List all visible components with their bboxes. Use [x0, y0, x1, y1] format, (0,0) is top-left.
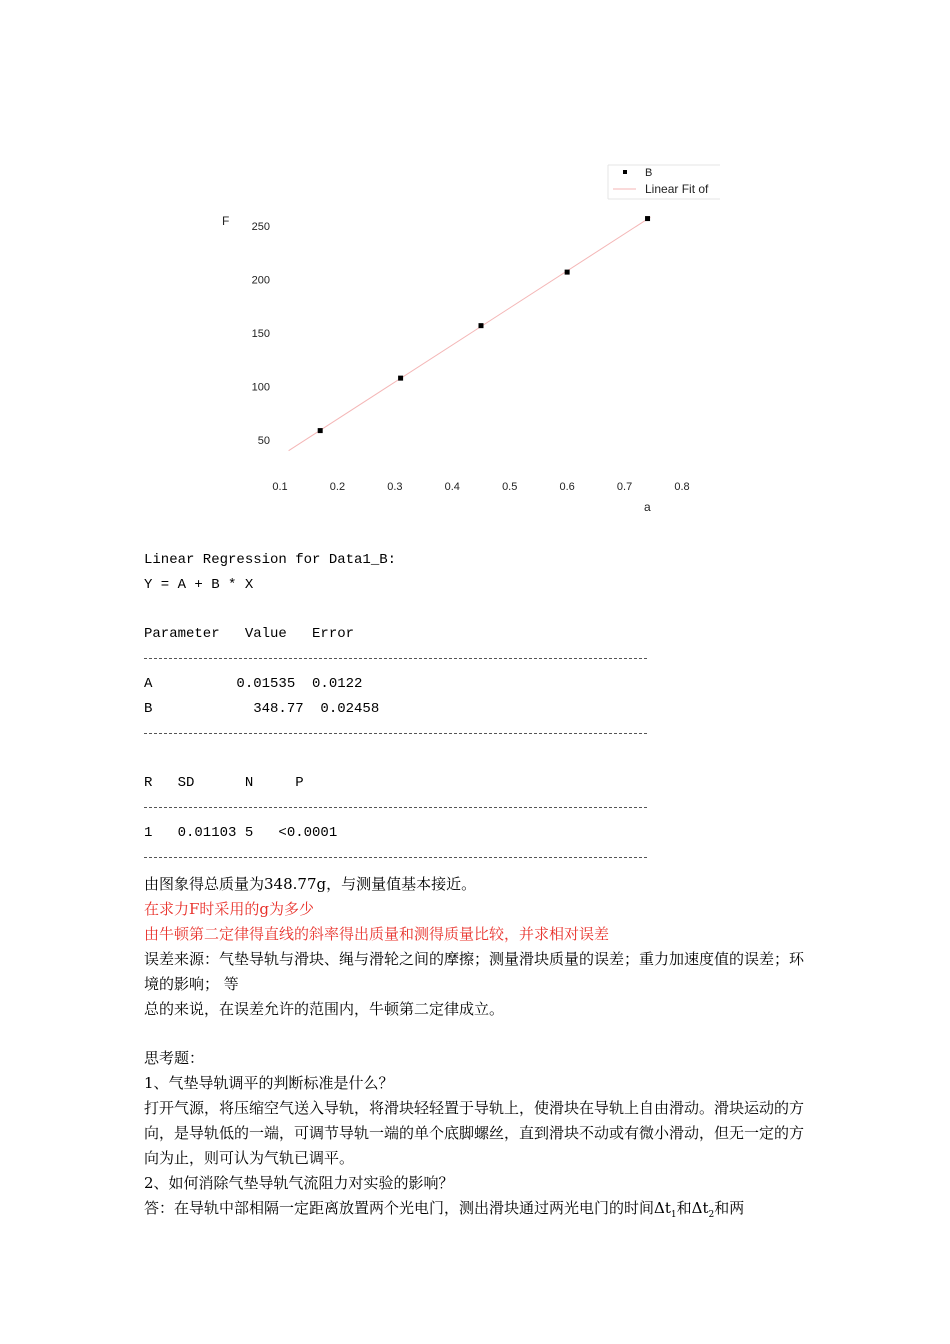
legend-label-fit: Linear Fit of	[645, 182, 709, 196]
answer-1: 打开气源，将压缩空气送入导轨，将滑块轻轻置于导轨上，使滑块在导轨上自由滑动。滑块运动的方向，是导轨低的一端，可调节导轨一端的单个底脚螺丝，直到滑块不动或有微小滑动，但无一定的方向为止，则可认为气轨已调平。	[144, 1099, 805, 1167]
questions-title: 思考题：	[144, 1049, 205, 1067]
y-tick-label: 50	[257, 435, 270, 448]
data-point	[479, 323, 484, 328]
x-tick-label: 0.1	[272, 481, 288, 493]
answer-2-text: 答：在导轨中部相隔一定距离放置两个光电门，测出滑块通过两光电门的时间	[144, 1199, 655, 1217]
stats-header: R SD N P	[144, 775, 304, 791]
scatter-chart	[200, 155, 740, 525]
y-tick-label: 250	[251, 221, 270, 234]
x-tick-label: 0.8	[674, 481, 690, 493]
data-point	[645, 216, 650, 221]
y-tick-label: 100	[251, 381, 270, 394]
x-tick-label: 0.3	[387, 481, 403, 493]
x-tick-label: 0.4	[444, 481, 460, 493]
legend-marker-b	[623, 170, 627, 174]
x-axis-label: a	[644, 500, 651, 514]
error-source-text: 误差来源：气垫导轨与滑块、绳与滑轮之间的摩擦；测量滑块质量的误差；重力加速度值的误差；环境的影响； 等	[144, 950, 805, 993]
y-tick-label: 150	[251, 328, 270, 341]
parameter-header: Parameter Value Error	[144, 626, 355, 642]
question-2: 2、如何消除气垫导轨气流阻力对实验的影响？	[144, 1174, 454, 1192]
delta-t-2: $\Delta t_2$	[691, 1199, 715, 1220]
divider	[144, 658, 647, 659]
divider	[144, 807, 647, 808]
x-tick-label: 0.6	[559, 481, 575, 493]
conclusion-text: 由图象得总质量为348.77g，与测量值基本接近。	[144, 875, 477, 893]
regression-title: Linear Regression for Data1_B:	[144, 552, 397, 568]
x-tick-label: 0.5	[502, 481, 518, 493]
delta-t-1: $\Delta t_1$	[654, 1199, 677, 1220]
y-axis-ticks	[252, 221, 270, 447]
x-axis-ticks	[272, 481, 689, 493]
data-point	[398, 376, 403, 381]
parameter-row-a: A 0.01535 0.0122	[144, 676, 363, 692]
y-tick-label: 200	[251, 274, 270, 287]
data-point	[565, 270, 570, 275]
linear-fit-line	[289, 217, 651, 450]
stats-row: 1 0.01103 5 <0.0001	[144, 825, 338, 841]
y-axis-label: F	[222, 214, 230, 228]
parameter-row-b: B 348.77 0.02458	[144, 701, 380, 717]
divider	[144, 733, 647, 734]
legend	[608, 165, 720, 199]
question-1: 1、气垫导轨调平的判断标准是什么？	[144, 1074, 394, 1092]
data-point	[318, 428, 323, 433]
legend-label-b: B	[645, 167, 653, 179]
answer-2: 答：在导轨中部相隔一定距离放置两个光电门，测出滑块通过两光电门的时间$\Delta t_1$和$\Delta t_2$和两	[144, 1199, 745, 1220]
regression-equation: Y = A + B * X	[144, 577, 254, 593]
summary-text: 总的来说，在误差允许的范围内，牛顿第二定律成立。	[144, 1000, 505, 1018]
x-tick-label: 0.2	[329, 481, 346, 493]
annotation-note-2: 由牛顿第二定律得直线的斜率得出质量和测得质量比较，并求相对误差	[144, 925, 610, 943]
x-tick-label: 0.7	[616, 481, 633, 493]
annotation-note-1: 在求力F时采用的g为多少	[144, 900, 315, 918]
divider	[144, 857, 647, 858]
